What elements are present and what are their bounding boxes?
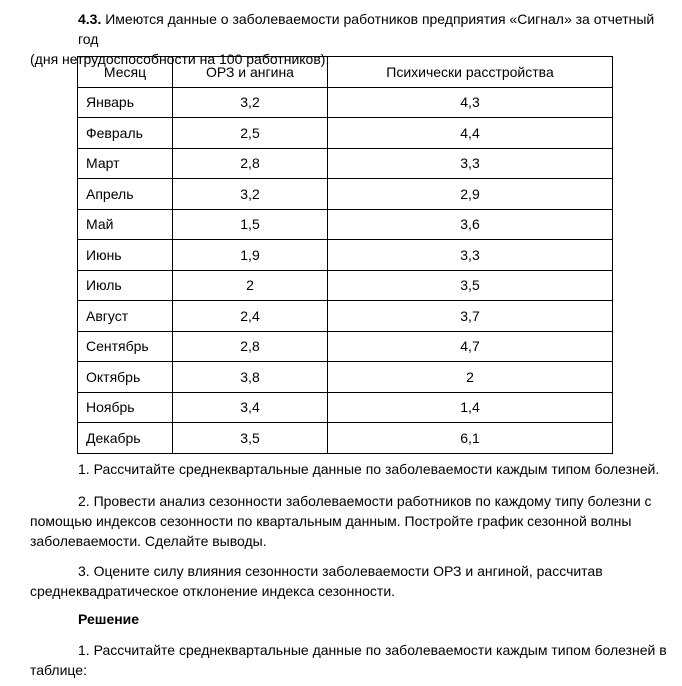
table-header-row — [78, 57, 613, 88]
cell-ari: 3,2 — [173, 87, 328, 118]
table-row — [78, 87, 613, 118]
cell-month: Январь — [78, 87, 173, 118]
task-line-1 — [30, 9, 670, 49]
cell-mental: 3,3 — [328, 240, 613, 271]
question-3 — [30, 561, 670, 601]
morbidity-table — [77, 56, 613, 454]
table-row — [78, 179, 613, 210]
cell-ari: 1,5 — [173, 209, 328, 240]
table-row — [78, 301, 613, 332]
cell-ari: 2,4 — [173, 301, 328, 332]
cell-mental: 4,3 — [328, 87, 613, 118]
cell-month: Октябрь — [78, 362, 173, 393]
cell-month: Июль — [78, 270, 173, 301]
cell-ari: 2,5 — [173, 118, 328, 149]
cell-mental: 4,4 — [328, 118, 613, 149]
table-row — [78, 270, 613, 301]
table-row — [78, 240, 613, 271]
cell-mental: 3,5 — [328, 270, 613, 301]
table-row — [78, 209, 613, 240]
table-row — [78, 392, 613, 423]
header-ari: ОРЗ и ангина — [173, 57, 328, 88]
table-row — [78, 148, 613, 179]
question-3-line-2: среднеквадратическое отклонение индекса сезонности. — [30, 583, 396, 599]
table-row — [78, 118, 613, 149]
cell-mental: 1,4 — [328, 392, 613, 423]
cell-ari: 2,8 — [173, 148, 328, 179]
task-text: Имеются данные о заболеваемости работников предприятия «Сигнал» за отчетный год — [78, 11, 655, 47]
cell-ari: 3,5 — [173, 423, 328, 454]
cell-month: Сентябрь — [78, 331, 173, 362]
cell-month: Ноябрь — [78, 392, 173, 423]
cell-month: Апрель — [78, 179, 173, 210]
question-3-line-1: 3. Оцените силу влияния сезонности заболеваемости ОРЗ и ангиной, рассчитав — [78, 563, 603, 579]
cell-ari: 2 — [173, 270, 328, 301]
cell-mental: 3,3 — [328, 148, 613, 179]
cell-ari: 1,9 — [173, 240, 328, 271]
cell-month: Август — [78, 301, 173, 332]
cell-month: Март — [78, 148, 173, 179]
question-1: 1. Рассчитайте среднеквартальные данные по заболеваемости каждым типом болезней. — [78, 461, 660, 477]
cell-mental: 6,1 — [328, 423, 613, 454]
cell-ari: 3,4 — [173, 392, 328, 423]
question-2-line-3: заболеваемости. Сделайте выводы. — [30, 533, 267, 549]
header-month: Месяц — [78, 57, 173, 88]
cell-ari: 3,2 — [173, 179, 328, 210]
cell-mental: 4,7 — [328, 331, 613, 362]
task-line-2: (дня нетрудоспособности на 100 работников): — [30, 51, 330, 67]
task-number: 4.3. — [78, 11, 102, 27]
table-row — [78, 362, 613, 393]
table-row — [78, 331, 613, 362]
question-2 — [30, 491, 670, 551]
cell-month: Декабрь — [78, 423, 173, 454]
solution-heading: Решение — [78, 611, 140, 627]
solution-text — [30, 640, 670, 680]
cell-ari: 3,8 — [173, 362, 328, 393]
question-2-line-2: помощью индексов сезонности по квартальным данным. Постройте график сезонной волны — [30, 513, 632, 529]
cell-mental: 3,7 — [328, 301, 613, 332]
cell-mental: 3,6 — [328, 209, 613, 240]
cell-month: Февраль — [78, 118, 173, 149]
solution-line-2: таблице: — [30, 662, 87, 678]
solution-line-1: 1. Рассчитайте среднеквартальные данные по заболеваемости каждым типом болезней в — [78, 642, 667, 658]
cell-month: Июнь — [78, 240, 173, 271]
cell-month: Май — [78, 209, 173, 240]
table-row — [78, 423, 613, 454]
cell-mental: 2 — [328, 362, 613, 393]
header-mental: Психически расстройства — [328, 57, 613, 88]
question-2-line-1: 2. Провести анализ сезонности заболеваемости работников по каждому типу болезни с — [78, 493, 652, 509]
cell-mental: 2,9 — [328, 179, 613, 210]
cell-ari: 2,8 — [173, 331, 328, 362]
